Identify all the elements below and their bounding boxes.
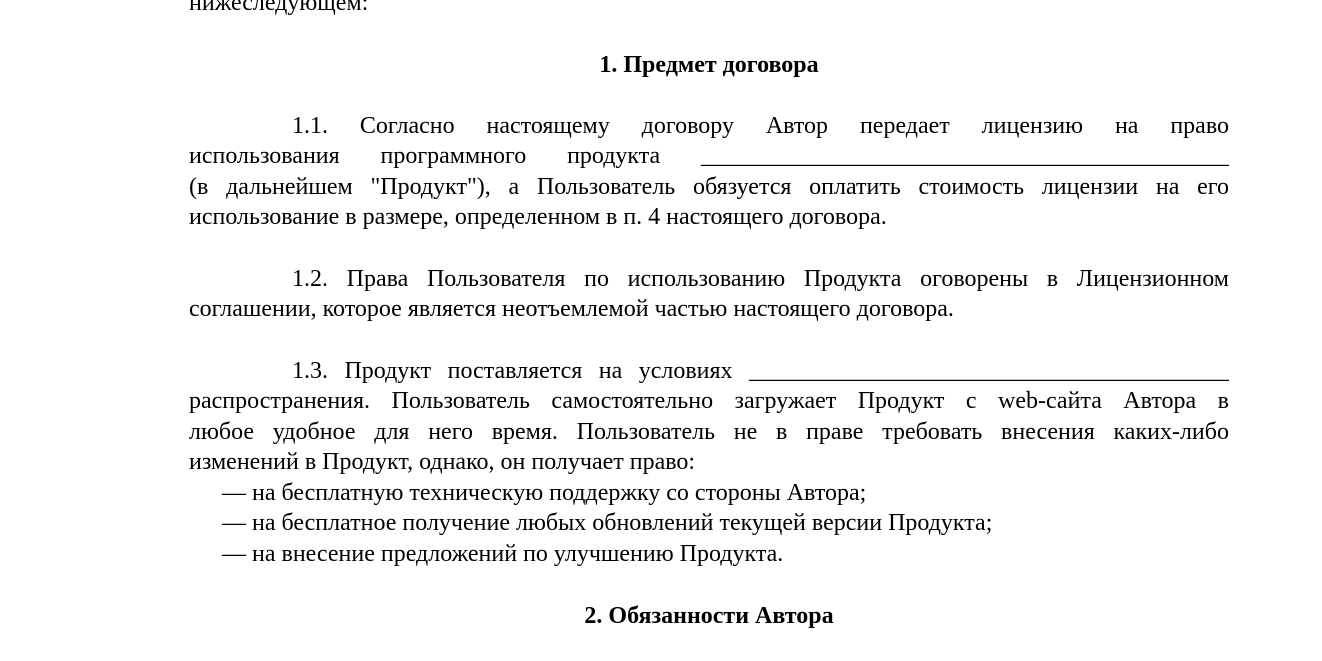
paragraph-1-3-line-3: любое удобное для него время. Пользователь не в праве требовать внесения каких-либо bbox=[189, 419, 1229, 445]
section-1-heading: 1. Предмет договора bbox=[599, 52, 819, 78]
intro-tail-text: нижеследующем: bbox=[189, 0, 369, 16]
paragraph-1-1-line-1: 1.1. Согласно настоящему договору Автор передает лицензию на право bbox=[292, 113, 1229, 139]
list-item: — на бесплатную техническую поддержку со стороны Автора; bbox=[222, 480, 867, 506]
paragraph-1-3-line-1: 1.3. Продукт поставляется на условиях ________________________________________ bbox=[292, 358, 1229, 384]
paragraph-1-3-line-2: распространения. Пользователь самостоятельно загружает Продукт с web-сайта Автора в bbox=[189, 388, 1229, 414]
paragraph-1-3-line-4: изменений в Продукт, однако, он получает право: bbox=[189, 449, 696, 475]
list-item: — на бесплатное получение любых обновлений текущей версии Продукта; bbox=[222, 510, 993, 536]
paragraph-1-1-line-3: (в дальнейшем "Продукт"), а Пользователь обязуется оплатить стоимость лицензии на его bbox=[189, 174, 1229, 200]
paragraph-1-2-line-1: 1.2. Права Пользователя по использованию Продукта оговорены в Лицензионном bbox=[292, 266, 1229, 292]
paragraph-1-1-line-4: использование в размере, определенном в п. 4 настоящего договора. bbox=[189, 204, 887, 230]
section-2-heading: 2. Обязанности Автора bbox=[584, 603, 834, 629]
paragraph-1-1-line-2: использования программного продукта ____________________________________________ bbox=[189, 143, 1229, 169]
list-item: — на внесение предложений по улучшению Продукта. bbox=[222, 541, 784, 567]
paragraph-1-2-line-2: соглашении, которое является неотъемлемой частью настоящего договора. bbox=[189, 296, 954, 322]
